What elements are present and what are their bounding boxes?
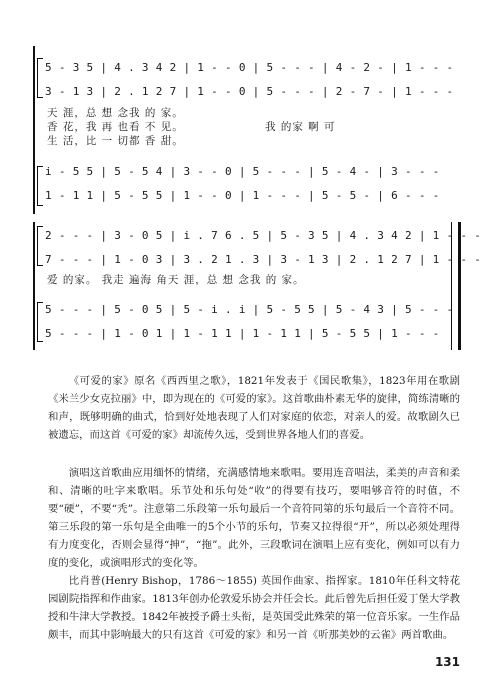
system-barline: [33, 46, 35, 214]
score-row-alto: 3 - 1 3 | 2 . 1 2 7 | 1 - - 0 | 5 - - - | 2 - 7 - | 1 - - -: [45, 85, 454, 98]
lyric-refrain: 我 的家 啊 可: [265, 121, 336, 133]
score-row-alto: 7 - - - | 1 - 0 3 | 3 . 2 1 . 3 | 3 - 1 3 | 2 . 1 2 7 | 1 - - -: [45, 253, 482, 266]
upper-bracket: [37, 226, 43, 266]
paragraph-composer: [48, 572, 460, 644]
lyric-verse-2: 香 花，我 再 也看 不 见。: [47, 121, 184, 133]
system-barline: [33, 222, 35, 350]
score-system-2: [33, 222, 482, 350]
score-row-tenor: i - 5 5 | 5 - 5 4 | 3 - - 0 | 5 - - - | 5 - 4 - | 3 - - -: [45, 165, 440, 178]
paragraph-origin: [48, 372, 460, 444]
lower-bracket: [37, 166, 43, 206]
lyric-verse-1: 天 涯，总 想 念我 的 家。: [47, 107, 184, 119]
upper-bracket: [37, 58, 43, 98]
score-system-1: [33, 46, 461, 214]
paragraph-text: 演唱这首歌曲应用缅怀的情绪，充满感情地来歌唱。要用连音唱法，柔美的声音和柔和、清晰的吐字来歌唱。乐节处和乐句处“收”的得要有技巧，要唱够音符的时值，不要“硬”，不要“秃”。注意第二乐段第一乐句最后一个音符同第的乐句最后一个音符不同。第三乐段的第一乐句是全曲唯一的5个小节的乐句，节奏又拉得很“开”，所以必须处理得有力度变化，否则会显得“抻”，“拖”。此外，三段歌词在演唱上应有变化，例如可以有力度的变化，或演唱形式的变化等。: [48, 467, 460, 569]
score-row-soprano: 5 - 3 5 | 4 . 3 4 2 | 1 - - 0 | 5 - - - | 4 - 2 - | 1 - - -: [45, 61, 454, 74]
paragraph-performance: [48, 464, 460, 572]
paragraph-text: 比肖普(Henry Bishop，1786～1855) 英国作曲家、指挥家。1810年任科文特花园剧院指挥和作曲家。1813年创办伦敦爱乐协会并任会长。此后曾先后担任爱丁堡大学教授和牛津大学教授。1842年被授予爵士头衔，是英国受此殊荣的第一位音乐家。一生作品颇丰，而其中影响最大的只有这首《可爱的家》和另一首《听那美妙的云雀》两首歌曲。: [48, 575, 460, 641]
score-row-bass: 1 - 1 1 | 5 - 5 5 | 1 - - 0 | 1 - - - | 5 - 5 - | 6 - - -: [45, 189, 440, 202]
lower-bracket: [37, 302, 43, 342]
paragraph-text: 《可爱的家》原名《西西里之歌》，1821年发表于《国民歌集》，1823年用在歌剧《米兰少女克拉丽》中，即为现在的《可爱的家》。这首歌曲朴素无华的旋律，简练清晰的和声，既够明确的曲式，恰到好处地表现了人们对家庭的依恋，对亲人的爱。故歌剧久已被遗忘，而这首《可爱的家》却流传久远，受到世界各地人们的喜爱。: [48, 375, 460, 441]
lyric-verse-3: 生 活，比 一 切都 香 甜。: [47, 135, 184, 147]
lyric-line: 爱 的家。 我走 遍海 角天 涯，总 想 念我 的 家。: [47, 274, 305, 286]
score-row-tenor: 5 - - - | 5 - 0 5 | 5 - i . i | 5 - 5 5 | 5 - 4 3 | 5 - - -: [45, 303, 454, 316]
score-row-soprano: 2 - - - | 3 - 0 5 | i . 7 6 . 5 | 5 - 3 5 | 4 . 3 4 2 | 1 - - -: [45, 229, 482, 242]
score-row-bass: 5 - - - | 1 - 0 1 | 1 - 1 1 | 1 - 1 1 | 5 - 5 5 | 1 - - -: [45, 327, 440, 340]
page-number: 131: [434, 655, 460, 669]
